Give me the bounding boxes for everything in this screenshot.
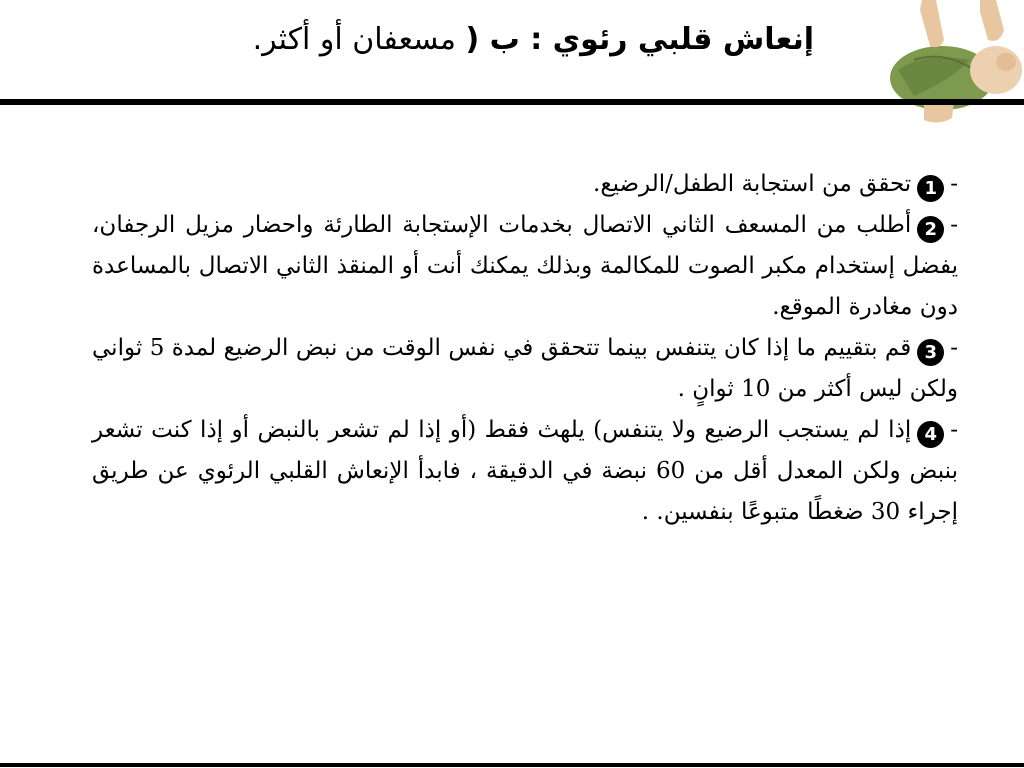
title-main: إنعاش قلبي رئوي : ب (: [465, 22, 814, 57]
header-rule: [0, 99, 1024, 105]
item-text: تحقق من استجابة الطفل/الرضيع.: [593, 171, 912, 197]
footer-rule: [0, 763, 1024, 767]
cpr-illustration: [884, 0, 1024, 128]
list-item: [92, 328, 958, 410]
item-text: قم بتقييم ما إذا كان يتنفس بينما تتحقق في نفس الوقت من نبض الرضيع لمدة 5 ثواني ولكن ليس أكثر من 10 ثوانٍ .: [92, 335, 958, 402]
item-dash: -: [950, 335, 959, 361]
item-text: أطلب من المسعف الثاني الاتصال بخدمات الإستجابة الطارئة واحضار مزيل الرجفان، يفضل إستخدام مكبر الصوت للمكالمة وبذلك يمكنك أنت أو المنقذ الثاني الاتصال بالمساعدة دون مغادرة الموقع.: [92, 212, 958, 320]
step-number-badge: 3: [917, 339, 944, 366]
step-number-badge: 2: [917, 216, 944, 243]
step-number-badge: 1: [917, 175, 944, 202]
item-dash: -: [950, 417, 958, 443]
list-item: [92, 205, 958, 328]
title-rest: مسعفان أو أكثر.: [252, 22, 456, 57]
list-item: [92, 410, 958, 533]
item-dash: -: [950, 171, 958, 197]
instructions-list: [92, 164, 958, 533]
slide-header: [0, 0, 1024, 108]
step-number-badge: 4: [917, 421, 944, 448]
item-dash: -: [950, 212, 958, 238]
slide-title: [253, 22, 814, 57]
item-text: إذا لم يستجب الرضيع ولا يتنفس) يلهث فقط (أو إذا لم تشعر بالنبض أو إذا كنت تشعر بنبض ولكن المعدل أقل من 60 نبضة في الدقيقة ، فابدأ الإنعاش القلبي الرئوي عن طريق إجراء 30 ضغطًا متبوعًا بنفسين. .: [92, 417, 959, 525]
list-item: [92, 164, 958, 205]
